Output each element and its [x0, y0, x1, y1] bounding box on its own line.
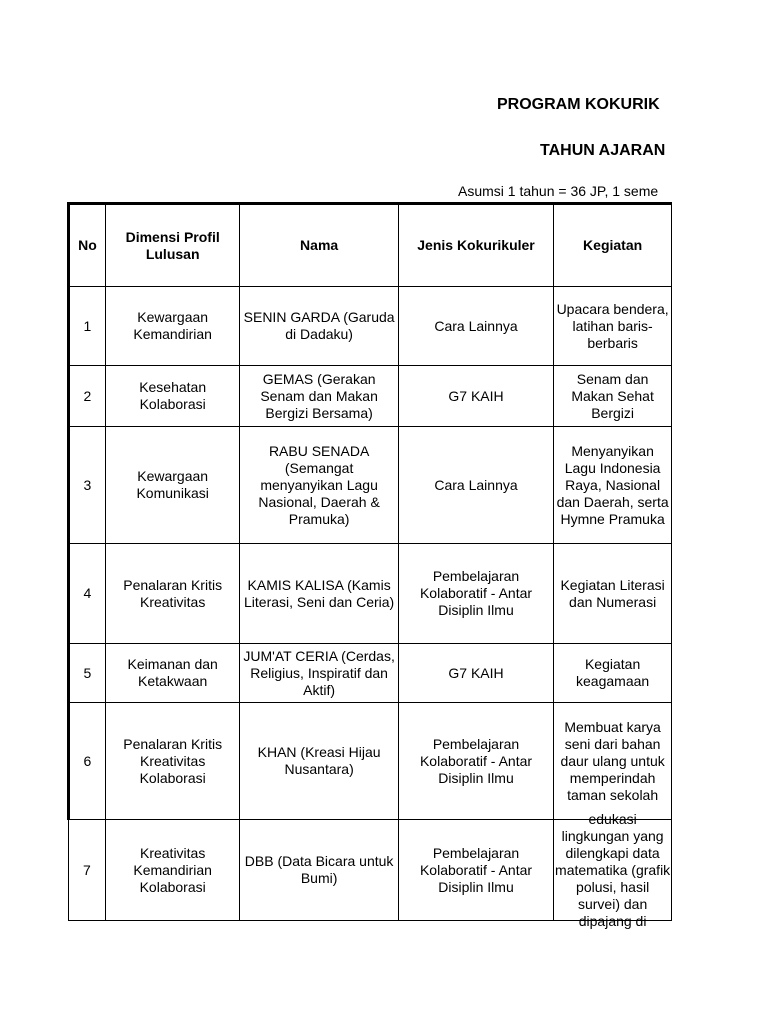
row-kegiatan: edukasi lingkungan yang dilengkapi data matematika (grafik polusi, hasil survei) dan dipajang di: [555, 811, 671, 929]
row-nama: KHAN (Kreasi Hijau Nusantara): [240, 703, 398, 820]
table-row: [69, 644, 672, 703]
row-dimensi: Penalaran Kritis Kreativitas: [105, 544, 240, 644]
table-row: [69, 703, 672, 820]
row-jenis: Pembelajaran Kolaboratif - Antar Disiplin Ilmu: [398, 703, 553, 820]
row-number: 5: [69, 644, 106, 703]
row-number: 2: [69, 366, 106, 427]
row-number: 6: [69, 703, 106, 820]
header-no: No: [69, 204, 106, 287]
row-jenis: G7 KAIH: [398, 644, 553, 703]
row-nama: JUM'AT CERIA (Cerdas, Religius, Inspiratif dan Aktif): [240, 644, 398, 703]
row-dimensi: Kewargaan Kemandirian: [105, 287, 240, 366]
row-kegiatan-clip: [554, 811, 671, 929]
table-row: [69, 820, 672, 921]
row-dimensi: Keimanan dan Ketakwaan: [105, 644, 240, 703]
row-jenis: Pembelajaran Kolaboratif - Antar Disiplin Ilmu: [398, 544, 553, 644]
row-nama: DBB (Data Bicara untuk Bumi): [240, 820, 398, 921]
document-title: PROGRAM KOKURIK: [497, 96, 660, 113]
row-jenis: Pembelajaran Kolaboratif - Antar Disiplin Ilmu: [398, 820, 553, 921]
row-dimensi: Kreativitas Kemandirian Kolaborasi: [105, 820, 240, 921]
row-number: 7: [69, 820, 106, 921]
table-row: [69, 427, 672, 544]
row-number: 4: [69, 544, 106, 644]
document-subtitle: TAHUN AJARAN: [540, 142, 666, 159]
row-number: 3: [69, 427, 106, 544]
row-dimensi: Kesehatan Kolaborasi: [105, 366, 240, 427]
table-row: [69, 287, 672, 366]
row-nama: KAMIS KALISA (Kamis Literasi, Seni dan Ceria): [240, 544, 398, 644]
row-kegiatan: Upacara bendera, latihan baris-berbaris: [554, 287, 672, 366]
row-kegiatan-cell: [554, 811, 672, 929]
row-kegiatan: Menyanyikan Lagu Indonesia Raya, Nasional dan Daerah, serta Hymne Pramuka: [554, 427, 672, 544]
header-kegiatan: Kegiatan: [554, 204, 672, 287]
row-kegiatan: Kegiatan keagamaan: [554, 644, 672, 703]
row-number: 1: [69, 287, 106, 366]
program-table: [67, 202, 672, 929]
row-jenis: Cara Lainnya: [398, 287, 553, 366]
assumption-note: Asumsi 1 tahun = 36 JP, 1 seme: [458, 183, 659, 199]
row-kegiatan: Membuat karya seni dari bahan daur ulang untuk memperindah taman sekolah: [554, 703, 672, 820]
row-kegiatan: Kegiatan Literasi dan Numerasi: [554, 544, 672, 644]
row-nama: SENIN GARDA (Garuda di Dadaku): [240, 287, 398, 366]
row-nama: GEMAS (Gerakan Senam dan Makan Bergizi Bersama): [240, 366, 398, 427]
header-nama: Nama: [240, 204, 398, 287]
row-jenis: G7 KAIH: [398, 366, 553, 427]
row-nama: RABU SENADA (Semangat menyanyikan Lagu Nasional, Daerah & Pramuka): [240, 427, 398, 544]
table-row: [69, 366, 672, 427]
row-dimensi: Kewargaan Komunikasi: [105, 427, 240, 544]
header-dimensi: Dimensi Profil Lulusan: [105, 204, 240, 287]
table-header-row: [69, 204, 672, 287]
header-jenis: Jenis Kokurikuler: [398, 204, 553, 287]
row-kegiatan: Senam dan Makan Sehat Bergizi: [554, 366, 672, 427]
row-jenis: Cara Lainnya: [398, 427, 553, 544]
table-row: [69, 544, 672, 644]
row-dimensi: Penalaran Kritis Kreativitas Kolaborasi: [105, 703, 240, 820]
